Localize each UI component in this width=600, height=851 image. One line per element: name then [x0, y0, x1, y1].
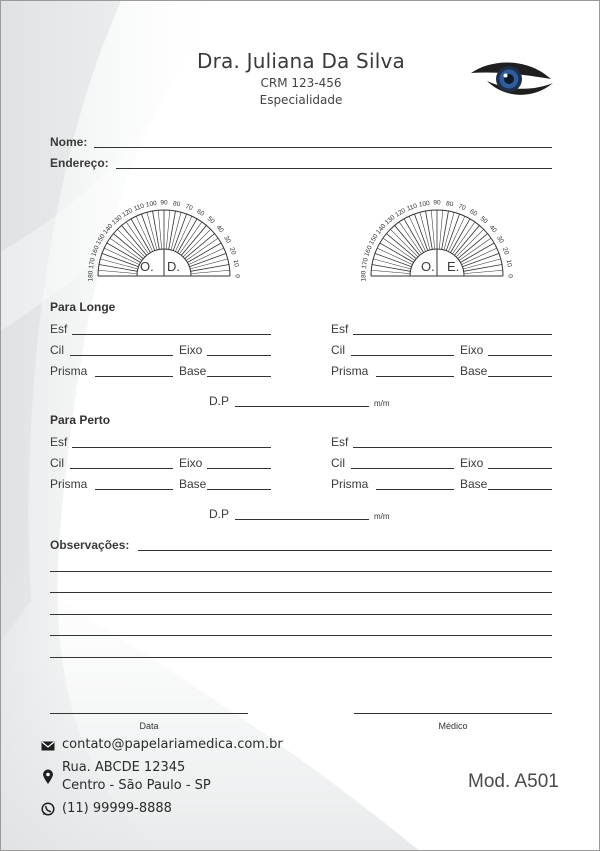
- longe-od-prisma-field[interactable]: [95, 376, 173, 377]
- od-protractor-ray: [99, 265, 137, 272]
- specialty: Especialidade: [259, 93, 343, 107]
- longe-od-base-label: Base: [179, 364, 207, 378]
- perto-oe-eixo-label: Eixo: [460, 456, 484, 470]
- od-protractor-ray: [158, 210, 161, 249]
- crm-number: CRM 123-456: [260, 76, 342, 90]
- contact-phone: (11) 99999-8888: [62, 801, 172, 816]
- observations-label: Observações:: [50, 538, 130, 552]
- oe-protractor-tick-label: 180: [360, 270, 368, 282]
- oe-protractor-tick-label: 160: [363, 244, 374, 258]
- od-protractor-tick-label: 90: [160, 199, 168, 207]
- oe-protractor-tick-label: 80: [445, 200, 454, 209]
- address-field[interactable]: [116, 168, 552, 169]
- od-protractor-ray: [100, 259, 138, 269]
- od-protractor-tick-label: 40: [214, 224, 225, 235]
- oe-protractor-ray: [420, 212, 430, 250]
- longe-dp-unit: m/m: [374, 399, 390, 408]
- oe-protractor-tick-label: 170: [360, 257, 370, 270]
- od-protractor-tick-label: 70: [184, 203, 194, 213]
- envelope-icon: [41, 741, 55, 751]
- od-protractor-tick-label: 100: [145, 199, 158, 209]
- perto-od-eixo-label: Eixo: [179, 456, 203, 470]
- oe-protractor-tick-label: 0: [506, 274, 514, 278]
- longe-oe-prisma-field[interactable]: [376, 376, 454, 377]
- od-protractor-tick-label: 130: [110, 214, 124, 227]
- longe-od-eixo-field[interactable]: [207, 355, 271, 356]
- longe-dp-label: D.P: [209, 394, 230, 408]
- longe-oe-eixo-field[interactable]: [488, 355, 552, 356]
- oe-protractor-tick-label: 40: [487, 224, 498, 235]
- perto-dp-unit: m/m: [374, 512, 390, 521]
- oe-protractor-tick-label: 150: [368, 233, 380, 247]
- oe-protractor-tick-label: 10: [504, 259, 513, 268]
- od-protractor-tick-label: 160: [90, 244, 101, 258]
- oe-protractor-tick-label: 20: [500, 246, 510, 256]
- oe-protractor-tick-label: 110: [406, 202, 419, 213]
- oe-protractor-ray: [380, 243, 414, 263]
- perto-od-prisma-label: Prisma: [50, 477, 88, 491]
- od-protractor-ray: [98, 270, 137, 273]
- oe-protractor-ray: [464, 265, 502, 272]
- whatsapp-icon: [41, 802, 55, 816]
- od-letter-d: D.: [167, 259, 180, 274]
- eye-logo-icon: [469, 57, 555, 105]
- observations-line[interactable]: [50, 635, 552, 636]
- od-protractor-ray: [191, 265, 229, 272]
- od-protractor-tick-label: 30: [222, 234, 232, 245]
- perto-oe-eixo-field[interactable]: [488, 468, 552, 469]
- perto-od-esf-label: Esf: [50, 435, 68, 449]
- perto-dp-label: D.P: [209, 507, 230, 521]
- name-label: Nome:: [50, 135, 88, 149]
- oe-protractor-ray: [442, 211, 449, 249]
- od-protractor-tick-label: 140: [102, 222, 115, 236]
- od-protractor-ray: [190, 259, 228, 269]
- address-label: Endereço:: [50, 156, 109, 170]
- observations-line[interactable]: [50, 657, 552, 658]
- perto-od-base-label: Base: [179, 477, 207, 491]
- observations-line[interactable]: [50, 571, 552, 572]
- od-protractor-tick-label: 10: [231, 259, 240, 268]
- od-protractor-tick-label: 0: [233, 274, 241, 278]
- od-protractor-ray: [191, 270, 230, 273]
- longe-od-cil-label: Cil: [50, 343, 64, 357]
- oe-protractor-tick-label: 130: [383, 214, 397, 227]
- longe-od-esf-label: Esf: [50, 322, 68, 336]
- perto-od-eixo-field[interactable]: [207, 468, 271, 469]
- name-field[interactable]: [94, 147, 552, 148]
- od-protractor-tick-label: 80: [172, 200, 181, 209]
- longe-od-eixo-label: Eixo: [179, 343, 203, 357]
- model-code: Mod. A501: [468, 771, 559, 792]
- longe-od-cil-field[interactable]: [70, 355, 173, 356]
- longe-dp-field[interactable]: [235, 406, 369, 407]
- longe-oe-base-field[interactable]: [488, 376, 552, 377]
- oe-protractor-tick-label: 140: [375, 222, 388, 236]
- doctor-label: Médico: [438, 721, 468, 731]
- od-protractor-ray: [147, 212, 157, 250]
- od-protractor-tick-label: 110: [133, 202, 146, 213]
- perto-oe-prisma-label: Prisma: [331, 477, 369, 491]
- contact-email: contato@papelariamedica.com.br: [62, 737, 283, 752]
- oe-protractor-ray: [373, 259, 411, 269]
- observations-line[interactable]: [50, 592, 552, 593]
- doctor-name: Dra. Juliana Da Silva: [197, 49, 405, 73]
- perto-od-esf-field[interactable]: [72, 447, 271, 448]
- oe-protractor-ray: [404, 219, 424, 253]
- oe-protractor-ray: [426, 211, 433, 249]
- oe-protractor-tick-label: 100: [418, 199, 431, 209]
- perto-dp-field[interactable]: [235, 519, 369, 520]
- longe-oe-eixo-label: Eixo: [460, 343, 484, 357]
- od-protractor-ray: [107, 243, 141, 263]
- longe-oe-base-label: Base: [460, 364, 488, 378]
- perto-oe-cil-field[interactable]: [351, 468, 454, 469]
- od-protractor-ray: [166, 210, 169, 249]
- od-protractor-ray: [153, 211, 160, 249]
- od-protractor-ray: [178, 219, 198, 253]
- observations-line[interactable]: [50, 614, 552, 615]
- perto-oe-prisma-field[interactable]: [376, 489, 454, 490]
- oe-protractor-ray: [439, 210, 442, 249]
- od-protractor-tick-label: 150: [95, 233, 107, 247]
- od-protractor-ray: [169, 211, 176, 249]
- oe-protractor-ray: [372, 265, 410, 272]
- observations-line[interactable]: [138, 550, 552, 551]
- para-longe-title: Para Longe: [50, 300, 116, 314]
- perto-oe-esf-field[interactable]: [353, 447, 552, 448]
- longe-oe-cil-field[interactable]: [351, 355, 454, 356]
- oe-protractor-ray: [371, 270, 410, 273]
- longe-oe-esf-label: Esf: [331, 322, 349, 336]
- perto-od-cil-label: Cil: [50, 456, 64, 470]
- od-protractor-tick-label: 50: [205, 215, 216, 226]
- perto-od-cil-field[interactable]: [70, 468, 173, 469]
- perto-od-base-field[interactable]: [207, 489, 271, 490]
- oe-protractor-tick-label: 30: [495, 234, 505, 245]
- od-protractor-ray: [131, 219, 151, 253]
- od-protractor-tick-label: 170: [87, 257, 97, 270]
- oe-protractor-ray: [431, 210, 434, 249]
- oe-protractor-tick-label: 60: [468, 208, 479, 218]
- doctor-signature-field[interactable]: [354, 713, 552, 714]
- oe-protractor-ray: [451, 219, 471, 253]
- perto-oe-base-label: Base: [460, 477, 488, 491]
- oe-protractor-tick-label: 90: [433, 199, 441, 207]
- od-protractor-tick-label: 180: [87, 270, 95, 282]
- oe-protractor: [354, 181, 534, 286]
- od-protractor-tick-label: 60: [195, 208, 206, 218]
- contact-city: Centro - São Paulo - SP: [62, 778, 211, 793]
- od-protractor-tick-label: 120: [121, 207, 135, 219]
- perto-oe-cil-label: Cil: [331, 456, 345, 470]
- date-field[interactable]: [50, 713, 248, 714]
- oe-protractor-tick-label: 120: [394, 207, 408, 219]
- od-protractor-ray: [187, 243, 221, 263]
- para-perto-title: Para Perto: [50, 413, 111, 427]
- longe-oe-prisma-label: Prisma: [331, 364, 369, 378]
- longe-oe-cil-label: Cil: [331, 343, 345, 357]
- date-label: Data: [139, 721, 159, 731]
- longe-oe-esf-field[interactable]: [353, 334, 552, 335]
- longe-od-esf-field[interactable]: [72, 334, 271, 335]
- oe-protractor-tick-label: 70: [457, 203, 467, 213]
- perto-oe-base-field[interactable]: [488, 489, 552, 490]
- od-protractor-tick-label: 20: [227, 246, 237, 256]
- od-letter-o: O.: [140, 259, 154, 274]
- longe-od-prisma-label: Prisma: [50, 364, 88, 378]
- perto-od-prisma-field[interactable]: [95, 489, 173, 490]
- contact-street: Rua. ABCDE 12345: [62, 760, 186, 775]
- perto-oe-esf-label: Esf: [331, 435, 349, 449]
- od-protractor-ray: [171, 212, 181, 250]
- location-pin-icon: [42, 769, 54, 785]
- oe-protractor-ray: [460, 243, 494, 263]
- oe-protractor-ray: [464, 270, 503, 273]
- oe-letter-e: E.: [447, 259, 460, 274]
- oe-letter-o: O.: [421, 259, 435, 274]
- oe-protractor-tick-label: 50: [478, 215, 489, 226]
- longe-od-base-field[interactable]: [207, 376, 271, 377]
- oe-protractor-ray: [463, 259, 501, 269]
- oe-protractor-ray: [444, 212, 454, 250]
